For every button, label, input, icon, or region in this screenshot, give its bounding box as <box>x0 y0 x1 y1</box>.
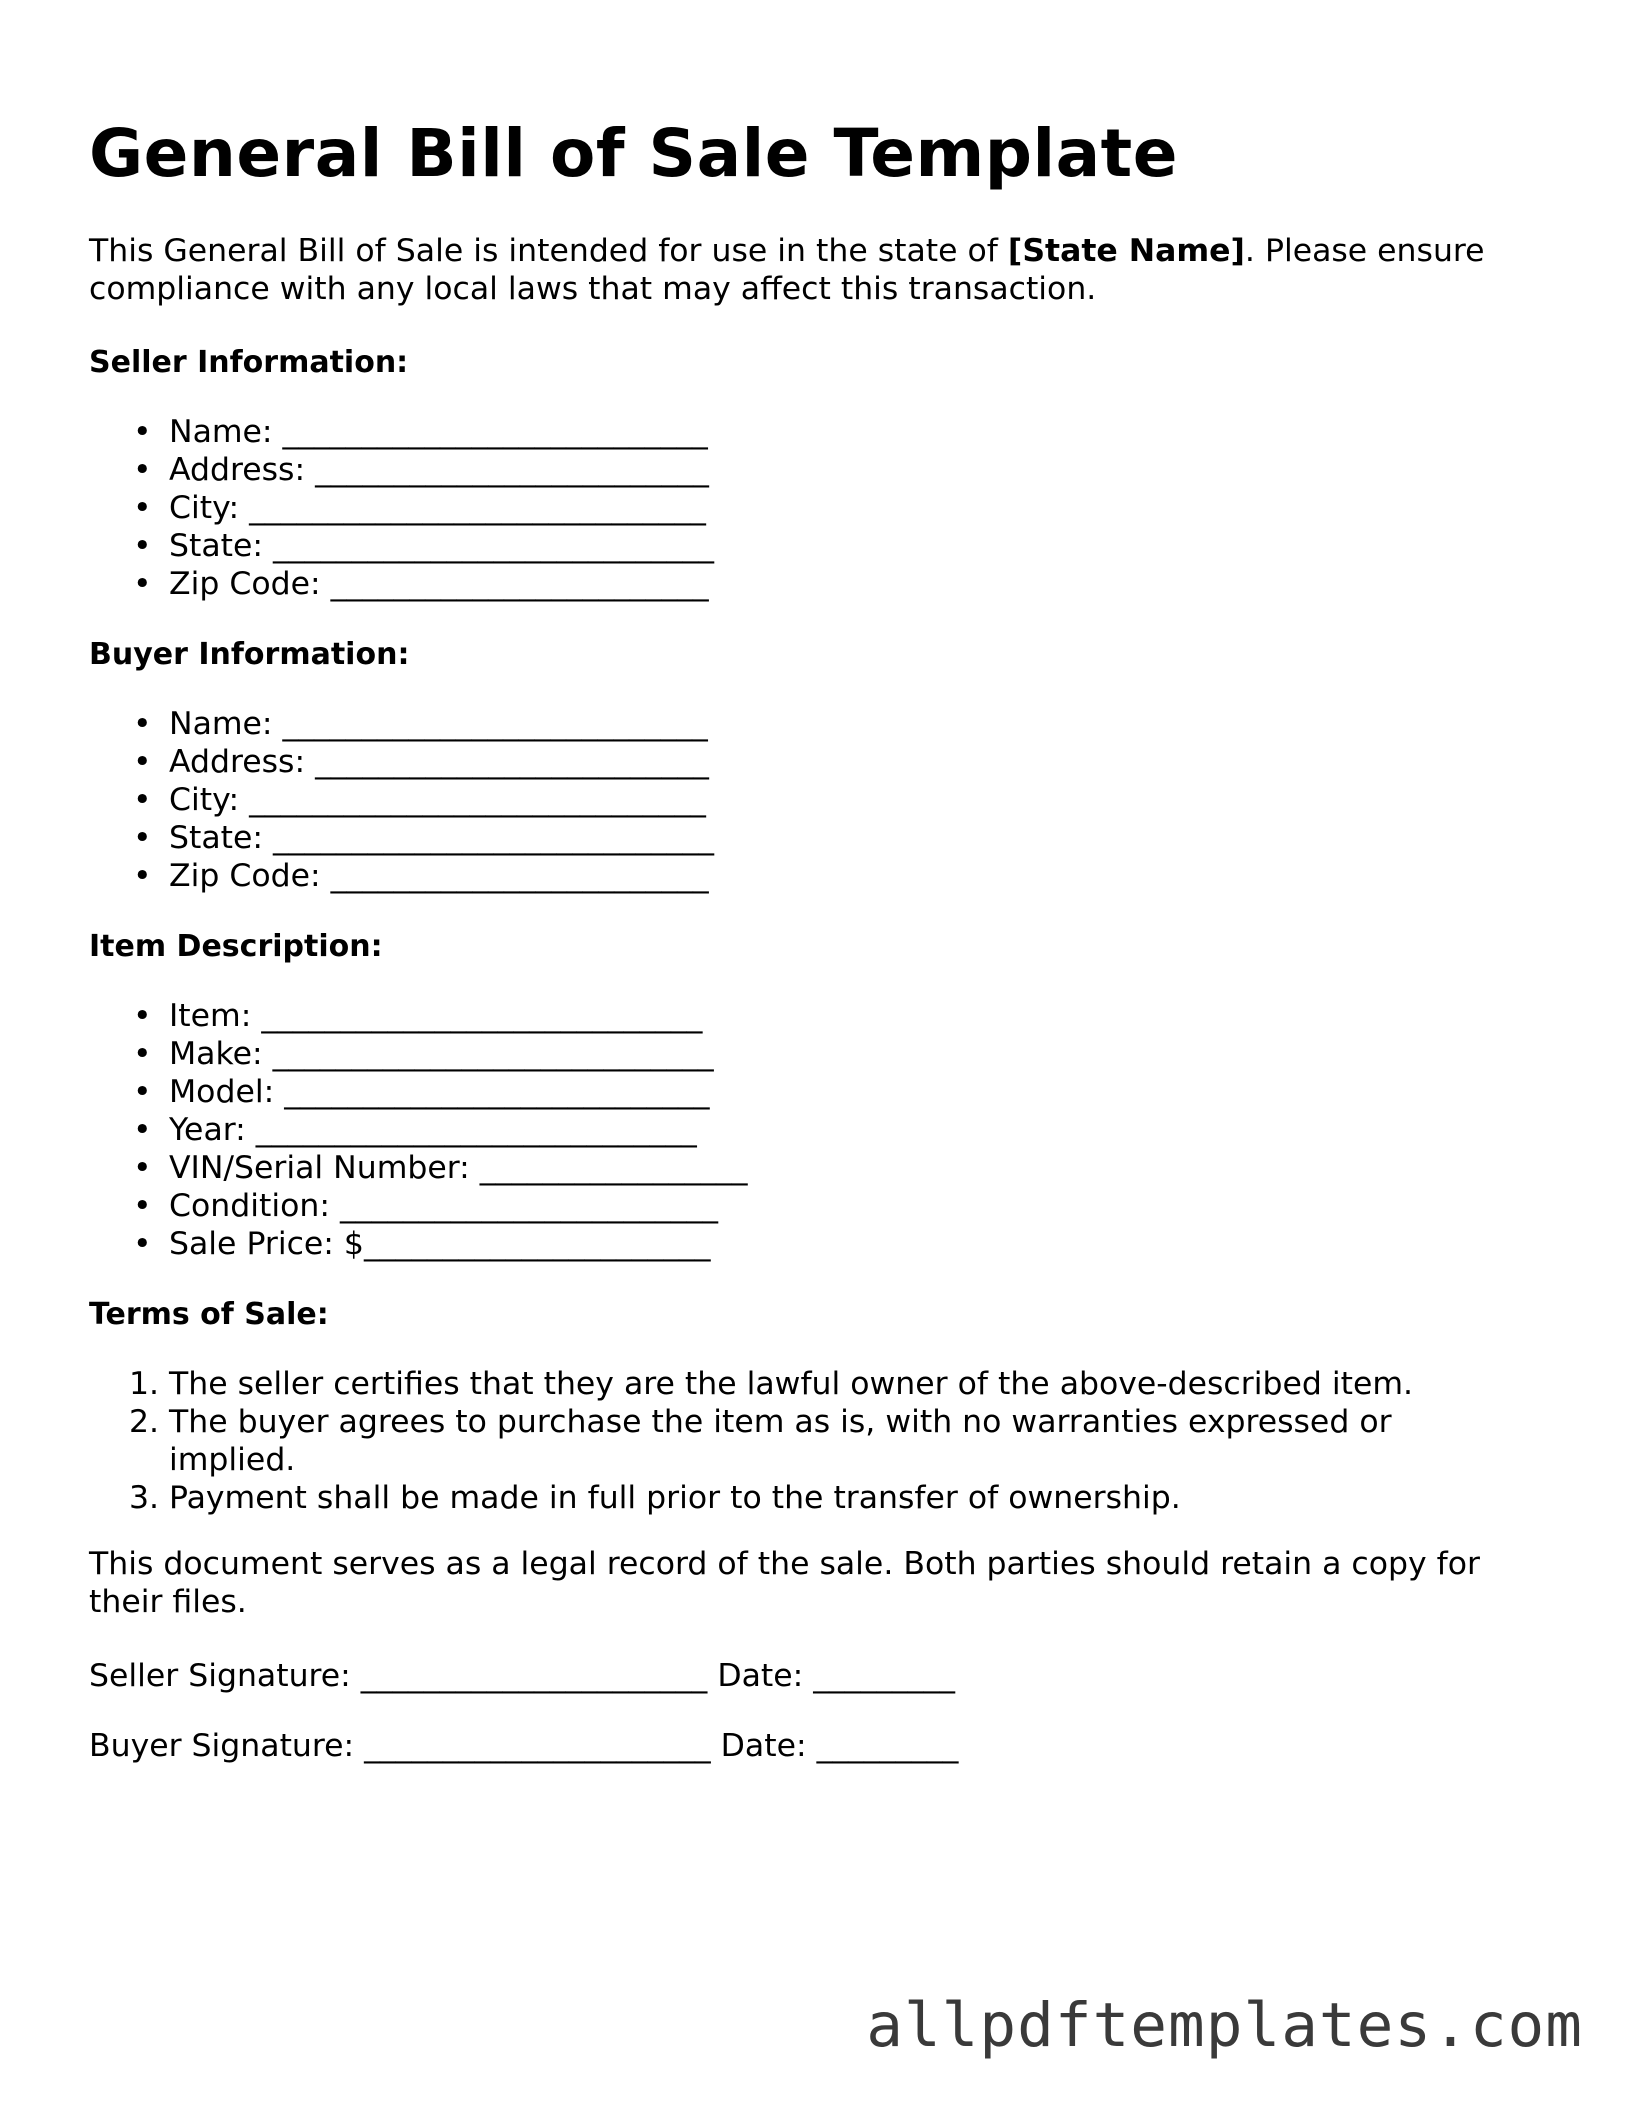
item-field[interactable]: • Item: ____________________________ <box>133 998 703 1034</box>
intro-text-before: This General Bill of Sale is intended for use in the state of <box>89 233 1008 269</box>
seller-zip-field[interactable]: • Zip Code: ________________________ <box>133 566 709 602</box>
vin-serial-field[interactable]: • VIN/Serial Number: _________________ <box>133 1150 748 1186</box>
buyer-name-field[interactable]: • Name: ___________________________ <box>133 706 708 742</box>
bullet-icon: • <box>133 490 152 526</box>
bullet-icon: • <box>133 706 152 742</box>
bullet-icon: • <box>133 782 152 818</box>
buyer-fields-list <box>89 705 714 895</box>
bullet-icon: • <box>133 414 152 450</box>
condition-field[interactable]: • Condition: ________________________ <box>133 1188 718 1224</box>
buyer-address-field[interactable]: • Address: _________________________ <box>133 744 709 780</box>
buyer-state-field[interactable]: • State: ____________________________ <box>133 820 715 856</box>
bullet-icon: • <box>133 1036 152 1072</box>
buyer-city-field[interactable]: • City: _____________________________ <box>133 782 706 818</box>
bullet-icon: • <box>133 858 152 894</box>
bullet-icon: • <box>133 1150 152 1186</box>
seller-fields-list <box>89 413 714 603</box>
term-item: 1. The seller certifies that they are the lawful owner of the above-described item. <box>129 1366 1414 1402</box>
state-name-placeholder: [State Name] <box>1007 233 1245 269</box>
bullet-icon: • <box>133 452 152 488</box>
bullet-icon: • <box>133 566 152 602</box>
bullet-icon: • <box>133 1112 152 1148</box>
buyer-info-heading: Buyer Information: <box>89 637 410 672</box>
item-fields-list <box>89 997 748 1263</box>
bullet-icon: • <box>133 1226 152 1262</box>
year-field[interactable]: • Year: ____________________________ <box>133 1112 697 1148</box>
bullet-icon: • <box>133 1188 152 1224</box>
model-field[interactable]: • Model: ___________________________ <box>133 1074 710 1110</box>
term-item: 2. The buyer agrees to purchase the item as is, with no warranties expressed or implied. <box>129 1404 1392 1478</box>
watermark-text: allpdftemplates.com <box>866 1990 1583 2061</box>
seller-address-field[interactable]: • Address: _________________________ <box>133 452 709 488</box>
bullet-icon: • <box>133 998 152 1034</box>
terms-list <box>89 1365 1509 1517</box>
seller-state-field[interactable]: • State: ____________________________ <box>133 528 715 564</box>
bullet-icon: • <box>133 744 152 780</box>
page-title: General Bill of Sale Template <box>89 115 1178 192</box>
seller-name-field[interactable]: • Name: ___________________________ <box>133 414 708 450</box>
bullet-icon: • <box>133 1074 152 1110</box>
closing-paragraph: This document serves as a legal record of the sale. Both parties should retain a copy for their files. <box>89 1546 1480 1620</box>
item-description-heading: Item Description: <box>89 929 383 964</box>
terms-heading: Terms of Sale: <box>89 1297 329 1332</box>
seller-info-heading: Seller Information: <box>89 345 409 380</box>
buyer-signature-line[interactable]: Buyer Signature: ______________________ Date: _________ <box>89 1728 959 1764</box>
bullet-icon: • <box>133 528 152 564</box>
buyer-zip-field[interactable]: • Zip Code: ________________________ <box>133 858 709 894</box>
intro-paragraph <box>89 232 1559 308</box>
sale-price-field[interactable]: • Sale Price: $______________________ <box>133 1226 711 1262</box>
bullet-icon: • <box>133 820 152 856</box>
seller-city-field[interactable]: • City: _____________________________ <box>133 490 706 526</box>
make-field[interactable]: • Make: ____________________________ <box>133 1036 714 1072</box>
term-item: 3. Payment shall be made in full prior to the transfer of ownership. <box>129 1480 1181 1516</box>
seller-signature-line[interactable]: Seller Signature: ______________________ Date: _________ <box>89 1658 955 1694</box>
intro-text-after: . Please ensure compliance with any local laws that may affect this transaction. <box>89 233 1485 307</box>
